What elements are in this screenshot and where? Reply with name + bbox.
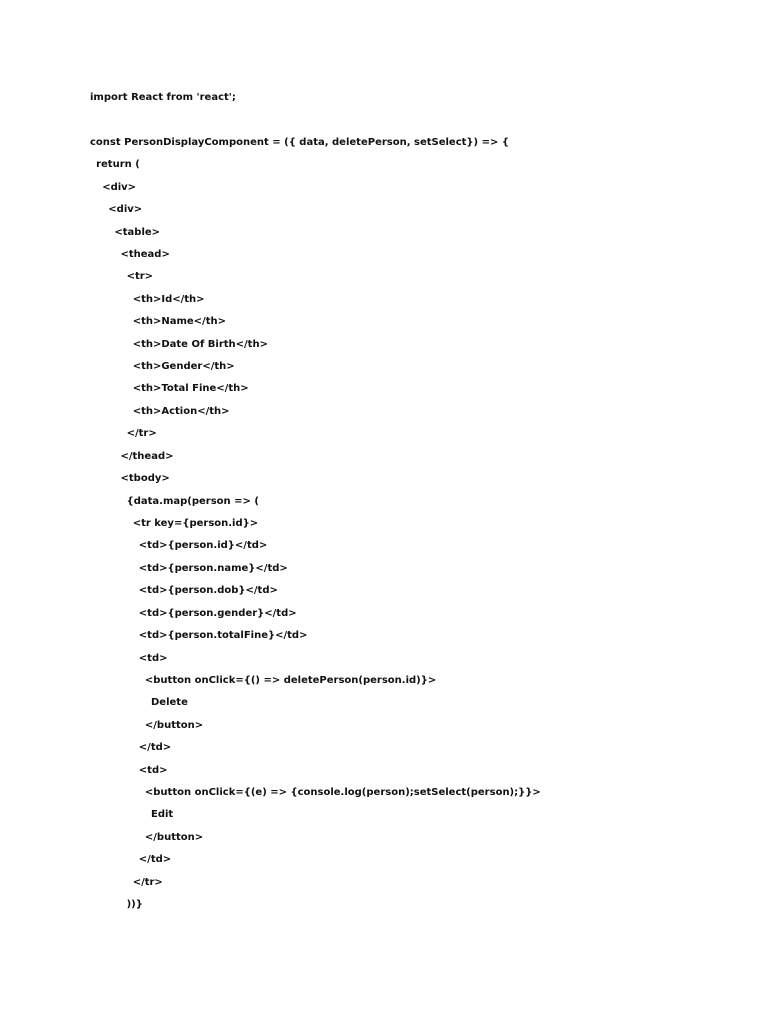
code-line: <th>Date Of Birth</th> — [132, 338, 268, 350]
code-line: </tr> — [132, 876, 163, 888]
code-line: <thead> — [120, 248, 170, 260]
code-line: <th>Name</th> — [132, 316, 226, 328]
code-line: const PersonDisplayComponent = ({ data, deletePerson, setSelect}) => { — [90, 136, 509, 148]
code-line: <tr> — [126, 271, 154, 283]
code-line: <div> — [102, 181, 137, 193]
code-line: <tr key={person.id}> — [132, 517, 259, 529]
code-line: ))} — [126, 899, 143, 911]
code-line: <td>{person.gender}</td> — [138, 607, 297, 619]
code-line: <button onClick={() => deletePerson(person.id)}> — [144, 674, 437, 686]
code-line: <td>{person.totalFine}</td> — [138, 630, 308, 642]
code-line: import React from 'react'; — [90, 92, 236, 103]
code-line: <td>{person.name}</td> — [138, 562, 288, 574]
code-line: <th>Gender</th> — [132, 361, 235, 373]
code-line: </button> — [144, 831, 204, 843]
code-line: Edit — [151, 809, 174, 821]
code-line: Delete — [151, 697, 188, 709]
code-line: <div> — [108, 204, 143, 216]
code-line: <th>Id</th> — [132, 293, 205, 305]
code-line: <td> — [138, 652, 168, 664]
code-line: <td>{person.dob}</td> — [138, 585, 278, 597]
code-line: <th>Action</th> — [132, 405, 230, 417]
code-line: </td> — [138, 742, 172, 754]
code-line: </button> — [144, 719, 204, 731]
code-line: <tbody> — [120, 473, 170, 485]
code-line: <td>{person.id}</td> — [138, 540, 268, 552]
code-line: <table> — [114, 226, 161, 238]
code-line: <td> — [138, 764, 168, 776]
code-line: return ( — [96, 159, 140, 171]
code-line: <button onClick={(e) => {console.log(person);setSelect(person);}}> — [144, 787, 541, 799]
code-line: {data.map(person => ( — [126, 495, 259, 507]
code-line: <th>Total Fine</th> — [132, 383, 249, 395]
code-line: </thead> — [120, 450, 174, 462]
code-line: </tr> — [126, 428, 157, 440]
code-line: </td> — [138, 854, 172, 866]
